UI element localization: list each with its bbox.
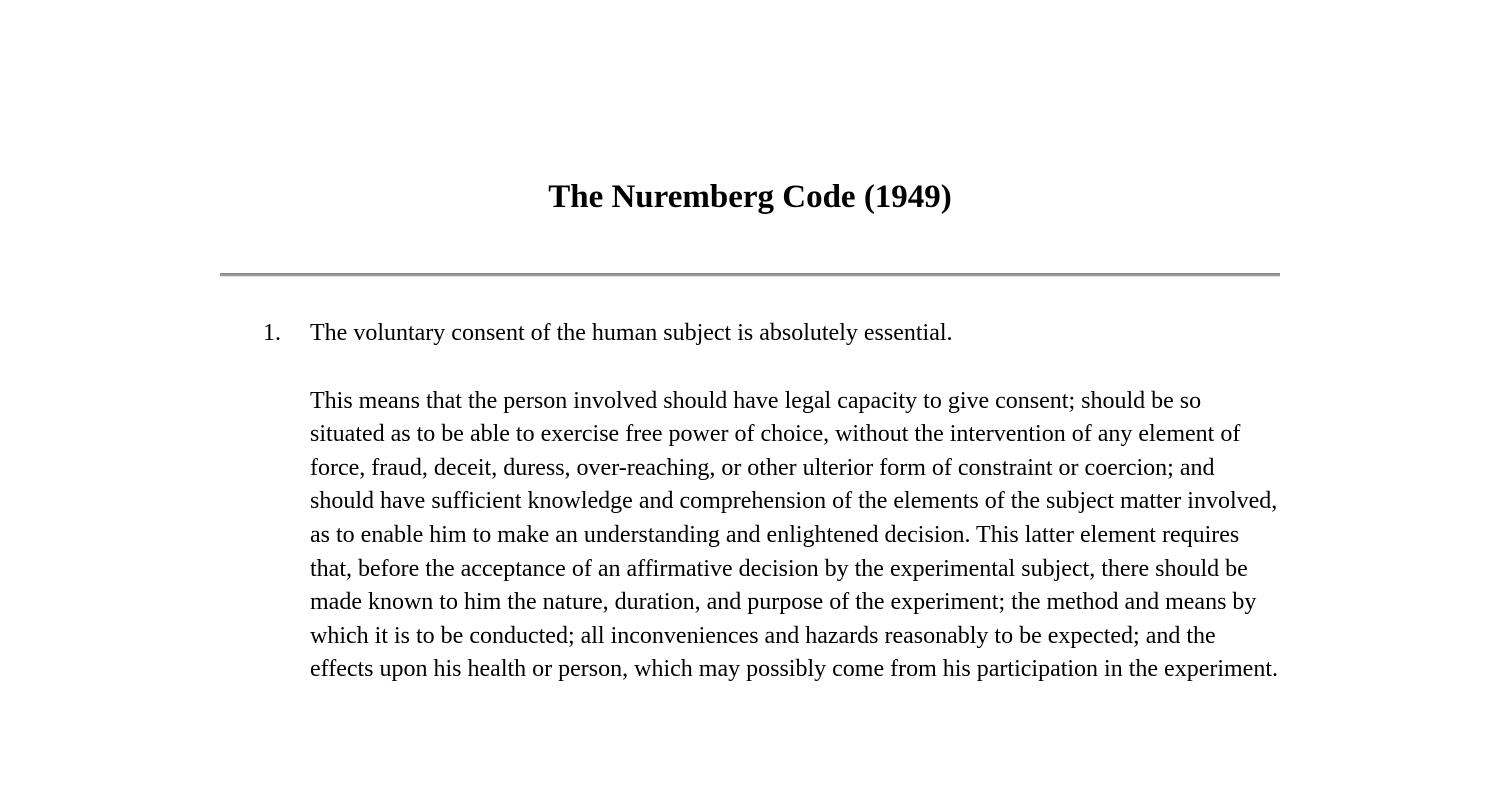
list-item bbox=[263, 317, 1280, 687]
numbered-list bbox=[220, 317, 1280, 687]
page-title: The Nuremberg Code (1949) bbox=[548, 179, 952, 215]
list-item-body: This means that the person involved should have legal capacity to give consent; should be so situated as to be able to exercise free power of choice, without the intervention of any element of force, fraud, deceit, duress, over-reaching, or other ulterior form of constraint or coercion; and should have sufficient knowledge and comprehension of the elements of the subject matter involved, as to enable him to make an understanding and enlightened decision. This latter element requires that, before the acceptance of an affirmative decision by the experimental subject, there should be made known to him the nature, duration, and purpose of the experiment; the method and means by which it is to be conducted; all inconveniences and hazards reasonably to be expected; and the effects upon his health or person, which may possibly come from his participation in the experiment. bbox=[310, 387, 1278, 683]
horizontal-rule bbox=[220, 273, 1280, 277]
list-item-number: 1. bbox=[263, 320, 281, 346]
list-item-lead: The voluntary consent of the human subject is absolutely essential. bbox=[310, 320, 953, 346]
document-content bbox=[220, 0, 1280, 687]
